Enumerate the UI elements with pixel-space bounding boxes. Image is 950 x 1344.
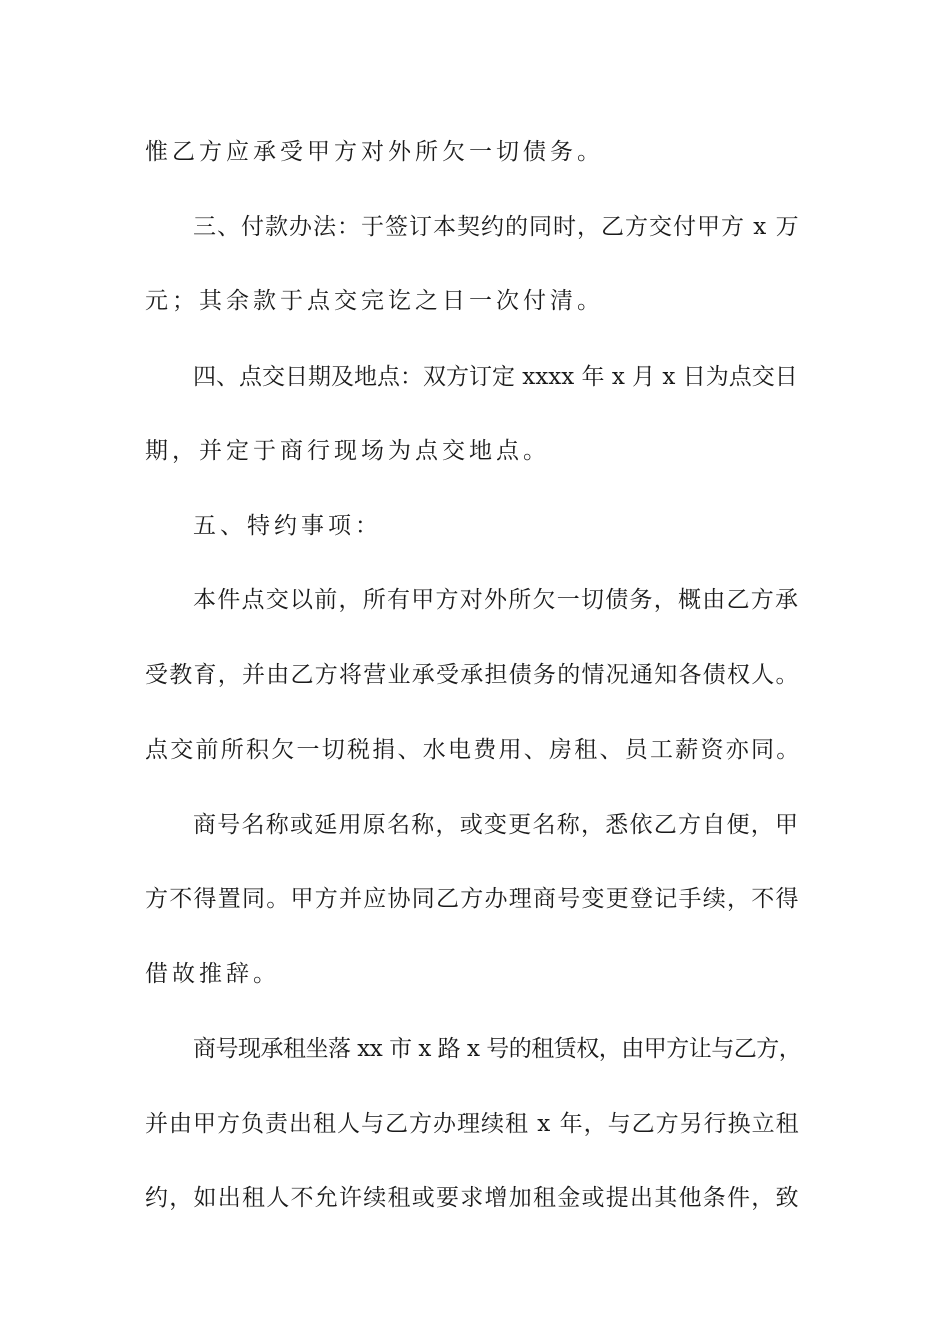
text-line: 方不得置同。甲方并应协同乙方办理商号变更登记手续，不得 [145, 886, 800, 912]
text-line: 惟乙方应承受甲方对外所欠一切债务。 [145, 139, 604, 165]
text-line: 本件点交以前，所有甲方对外所欠一切债务，概由乙方承 [193, 587, 800, 613]
text-line: 商号现承租坐落 xx 市 x 路 x 号的租赁权，由甲方让与乙方， [193, 1036, 802, 1062]
text-line: 四、点交日期及地点：双方订定 xxxx 年 x 月 x 日为点交日 [193, 364, 798, 390]
text-line: 并由甲方负责出租人与乙方办理续租 x 年，与乙方另行换立租 [145, 1111, 800, 1137]
text-line: 元；其余款于点交完讫之日一次付清。 [145, 288, 604, 314]
text-line: 三、付款办法：于签订本契约的同时，乙方交付甲方 x 万 [193, 214, 800, 240]
text-line: 受教育，并由乙方将营业承受承担债务的情况通知各债权人。 [145, 662, 800, 688]
text-line: 点交前所积欠一切税捐、水电费用、房租、员工薪资亦同。 [145, 737, 802, 763]
text-line: 期，并定于商行现场为点交地点。 [145, 438, 550, 464]
text-line: 五、特约事项： [193, 513, 382, 539]
text-line: 商号名称或延用原名称，或变更名称，悉依乙方自便，甲 [193, 812, 800, 838]
text-line: 约，如出租人不允许续租或要求增加租金或提出其他条件，致 [145, 1185, 800, 1211]
text-line: 借故推辞。 [145, 961, 280, 987]
